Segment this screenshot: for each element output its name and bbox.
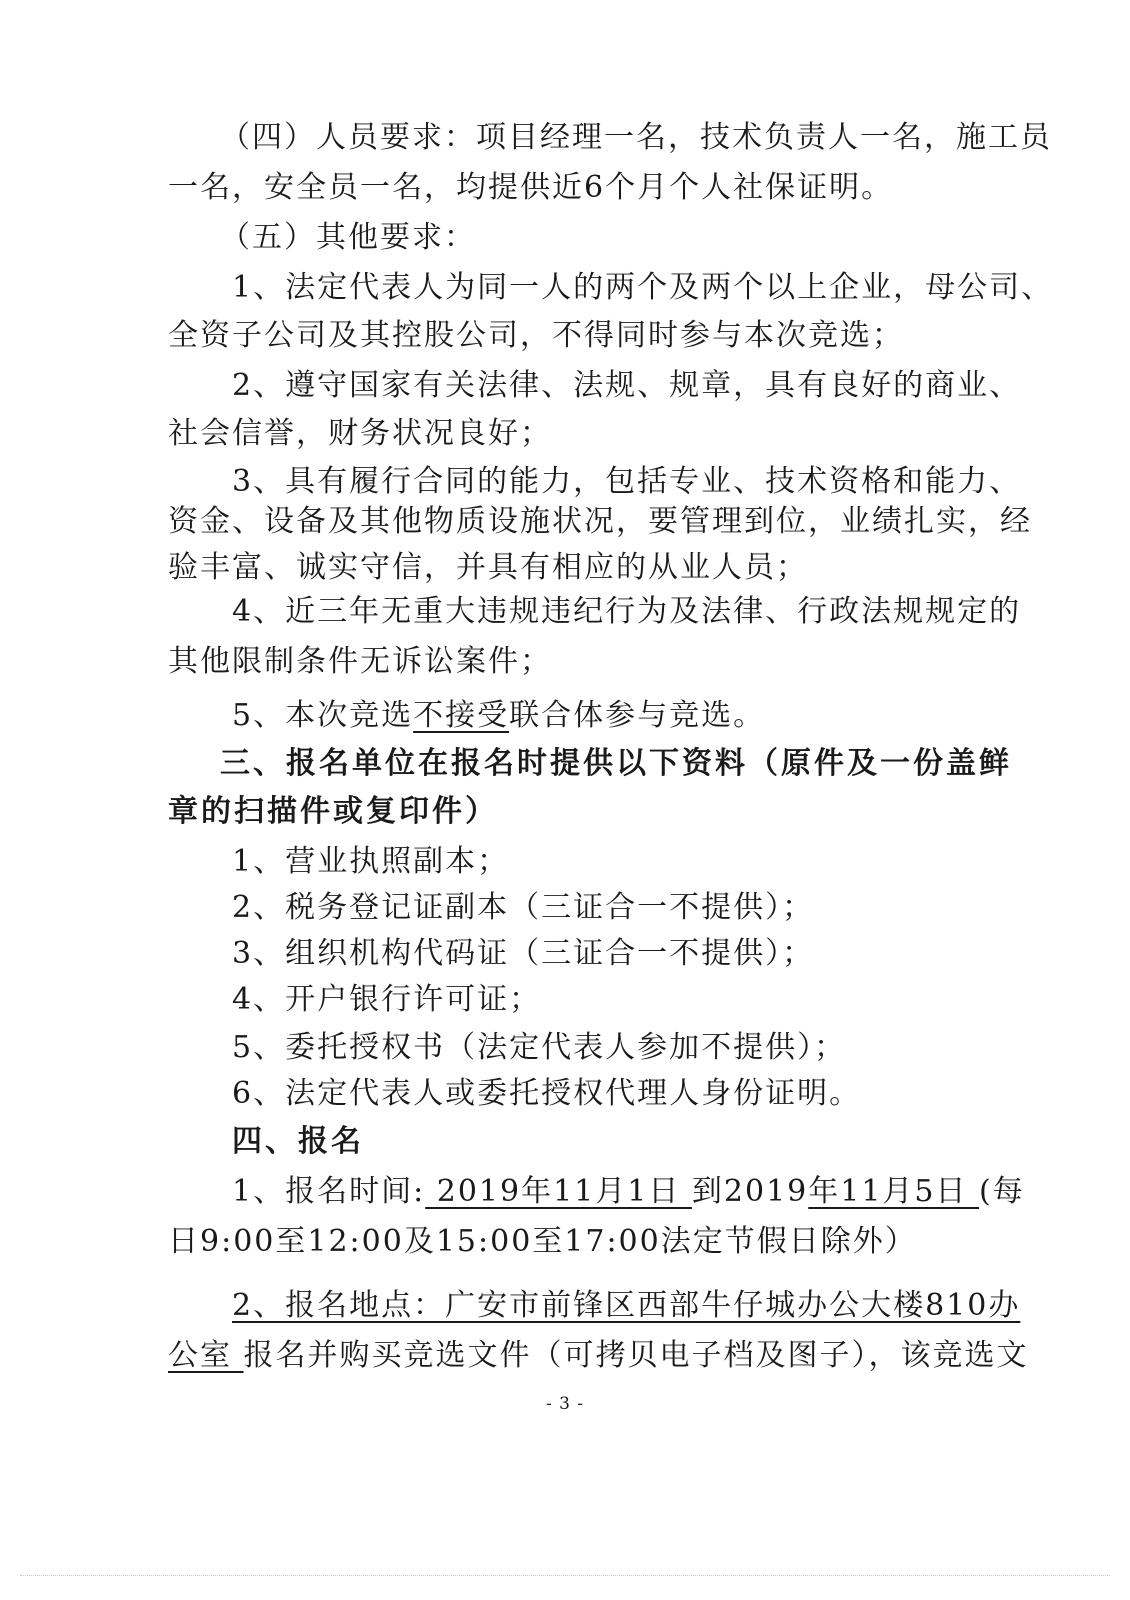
text-segment: (每 (979, 1174, 1025, 1209)
underlined-date: 2019年11月1日 (425, 1174, 692, 1209)
text-line: （五）其他要求： (220, 220, 476, 255)
doc-item: 4、开户银行许可证； (232, 982, 542, 1017)
text-segment: 报名并购买竞选文件（可拷贝电子档及图子），该竞选文 (243, 1338, 1029, 1373)
text-line-no-consortium (232, 696, 765, 736)
text-line: 2、遵守国家有关法律、法规、规章，具有良好的商业、 (232, 368, 1022, 403)
doc-item: 3、组织机构代码证（三证合一不提供）； (232, 936, 815, 971)
registration-place-cont (168, 1336, 1029, 1376)
doc-item: 5、委托授权书（法定代表人参加不提供）； (232, 1030, 847, 1065)
text-segment: 联合体参与竞选。 (509, 698, 766, 733)
text-segment: 5、本次竞选 (232, 698, 414, 733)
section-heading-4: 四、报名 (232, 1124, 364, 1159)
text-line: 其他限制条件无诉讼案件； (168, 644, 552, 679)
registration-time (232, 1172, 1025, 1212)
underlined-date: 年11月5日 (808, 1174, 980, 1209)
section-heading-3-cont: 章的扫描件或复印件） (168, 794, 498, 829)
text-line: 资金、设备及其他物质设施状况，要管理到位，业绩扎实，经 (168, 504, 1032, 539)
text-segment: 1、报名时间: (232, 1174, 426, 1209)
text-line: 验丰富、诚实守信，并具有相应的从业人员； (168, 550, 808, 585)
underlined-place: 公室 (168, 1338, 244, 1373)
doc-item: 6、法定代表人或委托授权代理人身份证明。 (232, 1076, 862, 1111)
section-heading-3: 三、报名单位在报名时提供以下资料（原件及一份盖鲜 (220, 746, 1012, 781)
text-line: 一名，安全员一名，均提供近6个月个人社保证明。 (168, 170, 894, 205)
underlined-text: 不接受 (413, 698, 510, 733)
page-number: - 3 - (545, 1394, 585, 1414)
registration-place (232, 1286, 1020, 1326)
text-line: 日9:00至12:00及15:00至17:00法定节假日除外） (168, 1224, 917, 1259)
text-segment: 到2019 (691, 1174, 809, 1209)
text-line: 全资子公司及其控股公司，不得同时参与本次竞选； (168, 318, 904, 353)
text-line: 3、具有履行合同的能力，包括专业、技术资格和能力、 (232, 464, 1022, 499)
text-line: 1、法定代表人为同一人的两个及两个以上企业，母公司、 (232, 270, 1054, 305)
text-line: （四）人员要求：项目经理一名，技术负责人一名，施工员 (220, 120, 1052, 155)
scan-edge-line (20, 1575, 1110, 1576)
underlined-place: 2、报名地点：广安市前锋区西部牛仔城办公大楼810办 (232, 1288, 1021, 1323)
doc-item: 1、营业执照副本； (232, 844, 510, 879)
text-line: 4、近三年无重大违规违纪行为及法律、行政法规规定的 (232, 594, 1022, 629)
doc-item: 2、税务登记证副本（三证合一不提供）； (232, 890, 815, 925)
text-line: 社会信誉，财务状况良好； (168, 416, 552, 451)
